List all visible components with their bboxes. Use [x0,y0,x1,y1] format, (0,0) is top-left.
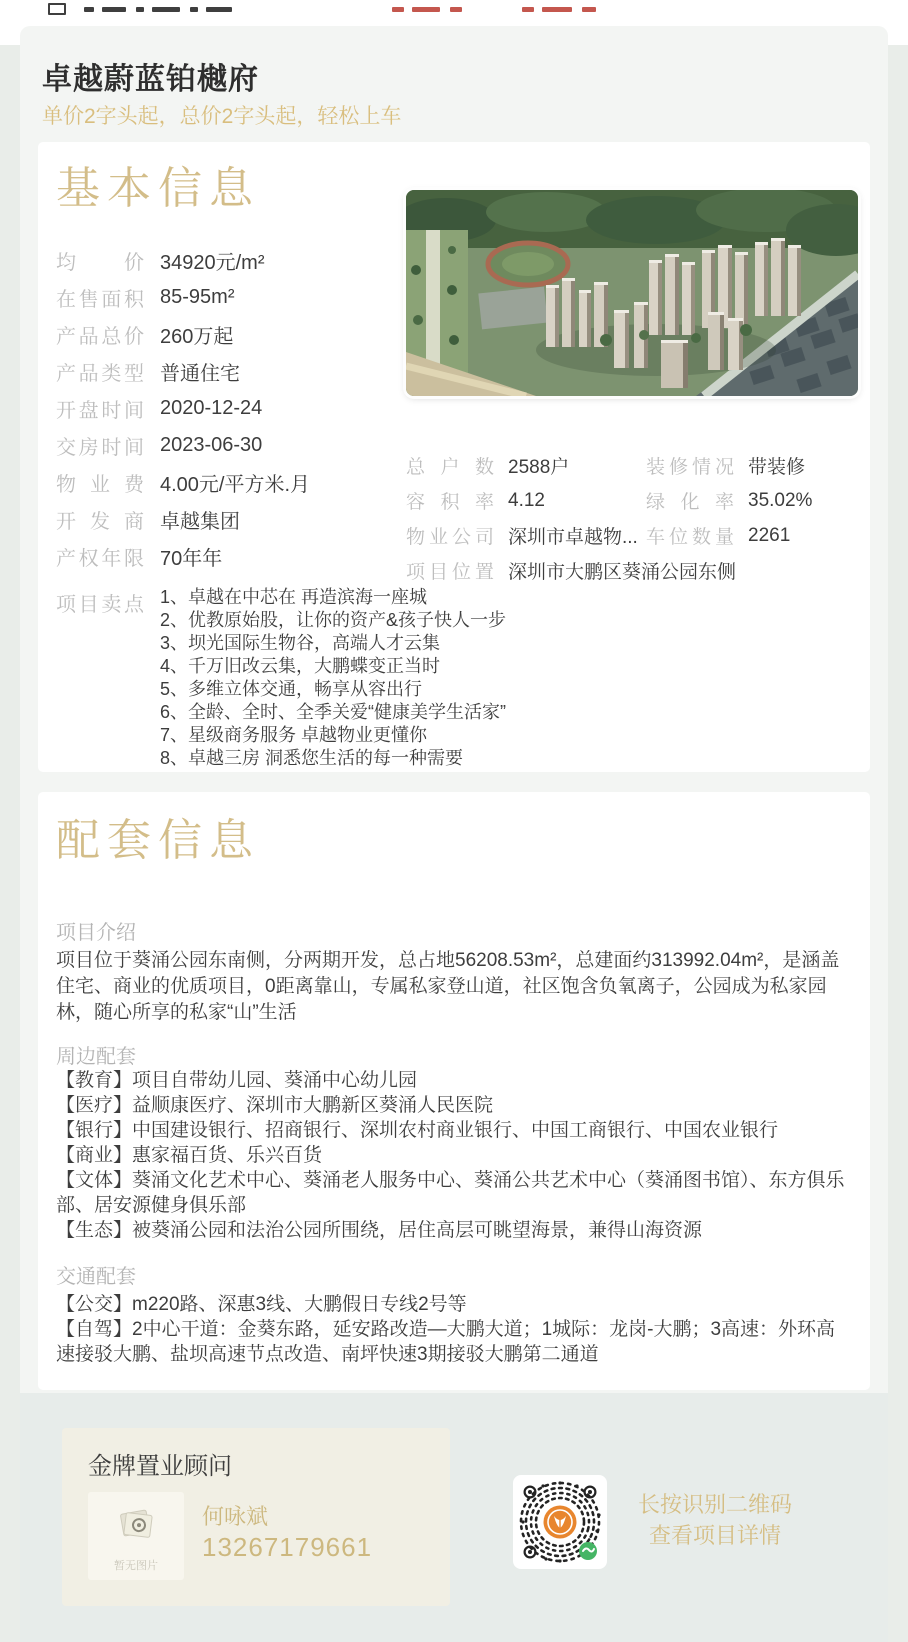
field-value: 2261 [748,524,791,546]
field-value: 普通住宅 [160,363,240,385]
field-value: 70年年 [160,548,223,570]
selling-points-row [56,586,506,770]
project-intro-text: 项目位于葵涌公园东南侧，分两期开发，总占地56208.53m²，总建面约313992.04m²，是涵盖住宅、商业的优质项目，0距离靠山，专属私家登山道，社区饱含负氧离子，公园成为私家园林，随心所享的私家“山”生活 [56,950,840,1023]
advisor-card [62,1428,450,1606]
field-label: 产品总价 [56,326,144,348]
field-row-location [406,553,866,588]
selling-point-item: 1、卓越在中芯在 再造滨海一座城 [160,587,428,607]
clipped-red-text-fragment [542,7,572,12]
field-row-delivery-date [56,427,392,464]
field-label: 均价 [56,252,144,274]
field-label: 车位数量 [646,527,734,548]
field-row-total-price [56,316,392,353]
field-row-area [56,279,392,316]
clipped-red-text-fragment [522,7,534,12]
traffic-item-bus: 【公交】m220路、深惠3线、大鹏假日专线2号等 [56,1294,467,1315]
selling-point-item: 4、千万旧改云集，大鹏蝶变正当时 [160,656,441,676]
field-value: 深圳市大鹏区葵涌公园东侧 [508,562,737,583]
field-value: 2588户 [508,457,570,478]
clipped-text-fragment [152,7,180,12]
selling-point-item: 8、卓越三房 洞悉您生活的每一种需要 [160,748,464,768]
clipped-red-text-fragment [450,7,462,12]
advisor-photo-placeholder [88,1492,184,1580]
field-row-pm-parking [406,518,866,553]
basic-info-right-grid [406,448,866,588]
field-label: 容积率 [406,492,494,513]
field-value: 85-95m² [160,286,235,308]
clipped-text-fragment [206,7,232,12]
field-label: 在售面积 [56,289,144,311]
field-value: 4.00元/平方米.月 [160,474,311,496]
field-row-tenure [56,538,392,575]
qr-code-art [513,1475,607,1569]
advisor-section [20,1393,888,1642]
clipped-menu-icon [48,3,66,15]
field-value: 2023-06-30 [160,434,263,456]
amenities-card [38,792,870,1390]
field-row-property-fee [56,464,392,501]
mini-program-qr-code[interactable] [513,1475,607,1569]
content-sheet [20,26,888,1642]
clipped-red-text-fragment [392,7,404,12]
field-label: 绿化率 [646,492,734,513]
basic-info-heading: 基本信息 [56,164,260,213]
project-intro-label: 项目介绍 [56,922,136,944]
nearby-item-ecology: 【生态】被葵涌公园和法治公园所围绕，居住高层可眺望海景，兼得山海资源 [56,1220,703,1241]
photo-placeholder-text: 暂无图片 [114,1560,158,1572]
field-label: 开盘时间 [56,400,144,422]
selling-points-list [160,586,506,770]
nearby-amenities-list [56,1068,854,1243]
selling-points-label: 项目卖点 [56,594,144,616]
qr-caption-line2: 查看项目详情 [648,1523,781,1548]
field-label: 产权年限 [56,548,144,570]
selling-point-item: 3、坝光国际生物谷，高端人才云集 [160,633,441,653]
building-rendering-image[interactable] [406,190,858,396]
nearby-item-bank: 【银行】中国建设银行、招商银行、深圳农村商业银行、中国工商银行、中国农业银行 [56,1120,779,1141]
field-label: 项目位置 [406,562,494,583]
clipped-text-fragment [190,7,198,12]
amenities-heading: 配套信息 [56,816,260,865]
traffic-label: 交通配套 [56,1266,136,1288]
field-value: 2020-12-24 [160,397,263,419]
field-row-open-date [56,390,392,427]
advisor-name: 何咏斌 [202,1504,269,1529]
page-title: 卓越蔚蓝铂樾府 [42,63,259,96]
page-subtitle: 单价2字头起，总价2字头起，轻松上车 [42,105,402,128]
field-value: 35.02% [748,489,813,511]
traffic-list [56,1292,854,1367]
field-row-avg-price [56,242,392,279]
nearby-item-education: 【教育】项目自带幼儿园、葵涌中心幼儿园 [56,1070,418,1091]
clipped-text-fragment [102,7,126,12]
nearby-item-commerce: 【商业】惠家福百货、乐兴百货 [56,1145,323,1166]
nearby-amenities-label: 周边配套 [56,1046,136,1068]
nearby-item-culture: 【文体】葵涌文化艺术中心、葵涌老人服务中心、葵涌公共艺术中心（葵涌图书馆）、东方俱乐部、居安源健身俱乐部 [56,1170,845,1216]
field-label: 总户数 [406,457,494,478]
field-label: 装修情况 [646,457,734,478]
field-value: 4.12 [508,489,545,511]
field-value: 带装修 [748,457,806,478]
field-label: 物业费 [56,474,144,496]
photo-stack-icon [114,1504,158,1548]
field-value: 深圳市卓越物... [508,527,638,548]
field-row-units-decoration [406,448,866,483]
field-label: 产品类型 [56,363,144,385]
field-value: 卓越集团 [160,511,240,533]
building-rendering-art [406,190,858,396]
clipped-text-fragment [136,7,144,12]
traffic-item-drive: 【自驾】2中心干道：金葵东路，延安路改造—大鹏大道；1城际：龙岗-大鹏；3高速：外环高速接驳大鹏、盐坝高速节点改造、南坪快速3期接驳大鹏第二通道 [56,1319,836,1365]
advisor-phone[interactable]: 13267179661 [202,1532,373,1562]
clipped-red-text-fragment [582,7,596,12]
field-value: 34920元/m² [160,252,265,274]
field-label: 交房时间 [56,437,144,459]
advisor-card-title: 金牌置业顾问 [88,1453,232,1480]
field-row-developer [56,501,392,538]
nearby-item-medical: 【医疗】益顺康医疗、深圳市大鹏新区葵涌人民医院 [56,1095,494,1116]
qr-caption [610,1489,820,1551]
selling-point-item: 2、优教原始股，让你的资产&孩子快人一步 [160,610,507,630]
field-label: 开发商 [56,511,144,533]
basic-info-card [38,142,870,772]
clipped-text-fragment [84,7,94,12]
field-value: 260万起 [160,326,234,348]
field-row-plot-green-ratio [406,483,866,518]
clipped-red-text-fragment [412,7,440,12]
qr-caption-line1: 长按识别二维码 [637,1492,792,1517]
selling-point-item: 5、多维立体交通，畅享从容出行 [160,679,423,699]
field-label: 物业公司 [406,527,494,548]
selling-point-item: 6、全龄、全时、全季关爱“健康美学生活家” [160,702,506,722]
basic-info-left-column [56,242,392,575]
field-row-product-type [56,353,392,390]
selling-point-item: 7、星级商务服务 卓越物业更懂你 [160,725,428,745]
